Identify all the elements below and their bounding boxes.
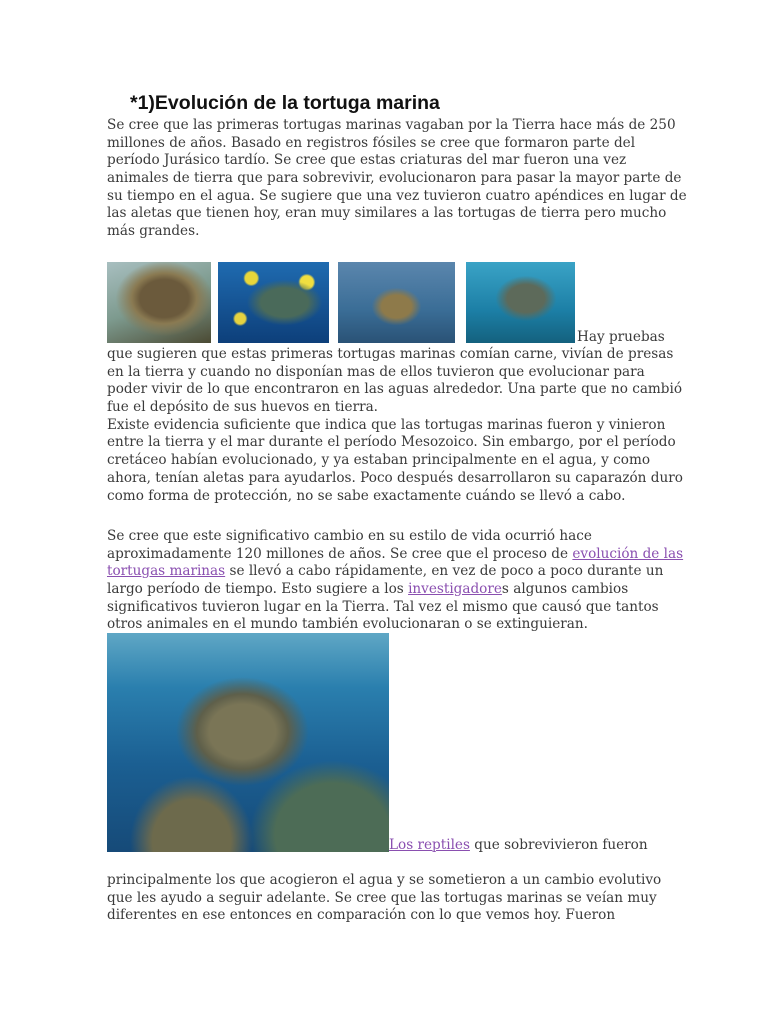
inline-link[interactable]: evolución de las — [572, 545, 684, 562]
text-segment: Se cree que este significativo cambio en su estilo de vida ocurrió hace — [107, 528, 592, 544]
text-line — [107, 599, 683, 617]
text-line: cretáceo habían evolucionado, y ya estaban principalmente en el agua, y como — [107, 452, 651, 469]
text-line — [107, 563, 683, 581]
text-line: Existe evidencia suficiente que indica que las tortugas marinas fueron y vinieron — [107, 416, 666, 433]
turtle-photo-2 — [218, 262, 329, 343]
text-line: poder vivir de lo que encontraron en las aguas alrededor. Una parte que no cambió — [107, 381, 683, 398]
text-segment: otros animales en el mundo también evolucionaran o se extinguieran. — [107, 616, 588, 633]
text-segment: largo período de tiempo. Esto sugiere a los — [107, 581, 409, 598]
text-segment: significativos tuvieron lugar en la Tierra. Tal vez el mismo que causó que tantos — [107, 598, 659, 615]
paragraph-inline-start: Hay pruebas — [577, 329, 665, 345]
text-line: fue el depósito de sus huevos en tierra. — [107, 399, 378, 416]
turtle-photo-3 — [338, 262, 455, 343]
text-line: las aletas que tienen hoy, eran muy similares a las tortugas de tierra pero mucho — [107, 205, 667, 222]
text-line: su tiempo en el agua. Se sugiere que una vez tuvieron cuatro apéndices en lugar de — [107, 187, 687, 204]
text-line: período Jurásico tardío. Se cree que estas criaturas del mar fueron una vez — [107, 152, 627, 169]
paragraph-3 — [107, 528, 683, 634]
text-line: en la tierra y cuando no disponían mas de ellos tuvieron que evolucionar para — [107, 363, 645, 380]
section-title: *1)Evolución de la tortuga marina — [130, 92, 440, 114]
text-line — [107, 528, 683, 546]
text-line: animales de tierra que para sobrevivir, evolucionaron para pasar la mayor parte de — [107, 170, 682, 187]
text-line: entre la tierra y el mar durante el período Mesozoico. Sin embargo, por el período — [107, 434, 676, 451]
text-segment: aproximadamente 120 millones de años. Se cree que el proceso de — [107, 545, 573, 562]
text-line — [107, 546, 683, 564]
text-line: principalmente los que acogieron el agua y se sometieron a un cambio evolutivo — [107, 872, 662, 888]
inline-link[interactable]: investigadore — [408, 581, 502, 598]
text-line: ahora, tenían aletas para ayudarlos. Poco después desarrollaron su caparazón duro — [107, 469, 683, 486]
text-line: como forma de protección, no se sabe exactamente cuándo se llevó a cabo. — [107, 487, 626, 504]
reptiles-link[interactable]: Los reptiles — [389, 837, 470, 853]
paragraph-inline-start — [389, 837, 648, 853]
text-line: que les ayudo a seguir adelante. Se cree que las tortugas marinas se veían muy — [107, 889, 657, 906]
paragraph-2 — [107, 346, 683, 505]
text-line — [107, 581, 683, 599]
text-segment: se llevó a cabo rápidamente, en vez de poco a poco durante un — [225, 563, 664, 580]
turtle-photo-large — [107, 633, 389, 852]
inline-link[interactable]: tortugas marinas — [107, 563, 226, 580]
turtle-photo-4 — [466, 262, 575, 343]
text-segment: que sobrevivieron fueron — [469, 837, 648, 853]
text-line: millones de años. Basado en registros fósiles se cree que formaron parte del — [107, 134, 636, 151]
text-line: más grandes. — [107, 223, 200, 240]
paragraph-1 — [107, 117, 687, 241]
turtle-photo-1 — [107, 262, 211, 343]
text-line: diferentes en ese entonces en comparación con lo que vemos hoy. Fueron — [107, 907, 616, 924]
text-line — [107, 616, 683, 634]
paragraph-4 — [107, 872, 661, 925]
text-line: Se cree que las primeras tortugas marinas vagaban por la Tierra hace más de 250 — [107, 117, 676, 133]
text-line: que sugieren que estas primeras tortugas marinas comían carne, vivían de presas — [107, 346, 674, 362]
text-segment: s algunos cambios — [501, 581, 629, 598]
